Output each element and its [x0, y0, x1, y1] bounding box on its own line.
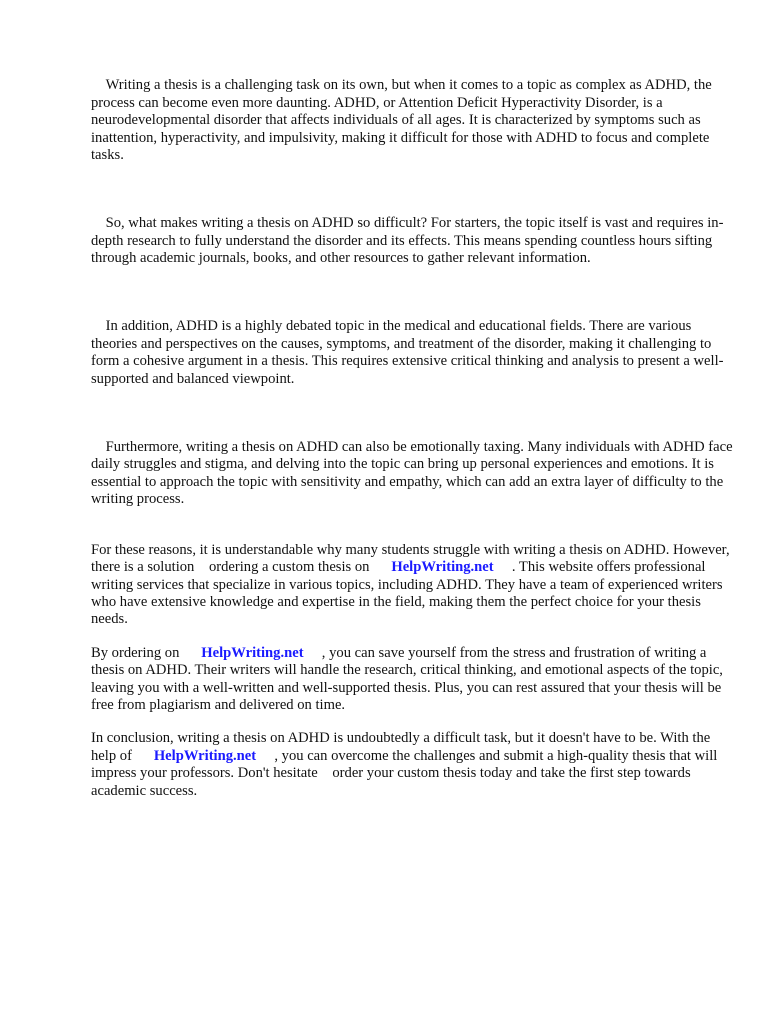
- paragraph-emotional: [91, 421, 735, 525]
- paragraph-debate: [91, 301, 735, 405]
- paragraph-text: In addition, ADHD is a highly debated topic in the medical and educational fields. There are various theories and perspectives on the causes, symptoms, and treatment of the disorder, making it challenging to form a cohesive argument in a thesis. This requires extensive critical thinking and analysis to present a well-supported and balanced viewpoint.: [91, 318, 724, 387]
- paragraph-text: By ordering on: [91, 644, 202, 661]
- paragraph-text: , you can save yourself from the stress and frustration of writing a thesis on ADHD. Their writers will handle the research, critical thinking, and emotional aspects of the topic, leaving you with a well-written and well-supported thesis. Plus, you can rest assured that your thesis will be free from plagiarism and delivered on time.: [91, 644, 727, 713]
- paragraph-difficulty: [91, 198, 735, 285]
- paragraph-text: Furthermore, writing a thesis on ADHD can also be emotionally taxing. Many individuals with ADHD face daily struggles and stigma, and delving into the topic can bring up personal experiences and emotions. It is essential to approach the topic with sensitivity and empathy, which can add an extra layer of difficulty to the writing process.: [91, 438, 737, 507]
- paragraph-ordering: [91, 645, 735, 715]
- helpwriting-link[interactable]: HelpWriting.net: [391, 559, 494, 576]
- paragraph-text: Writing a thesis is a challenging task on its own, but when it comes to a topic as complex as ADHD, the process can become even more daunting. ADHD, or Attention Deficit Hyperactivity Disorder, is a neurodevelopmental disorder that affects individuals of all ages. It is characterized by symptoms such as inattention, hyperactivity, and impulsivity, making it difficult for those with ADHD to focus and complete tasks.: [91, 77, 716, 164]
- helpwriting-link[interactable]: HelpWriting.net: [201, 644, 304, 661]
- paragraph-solution: [91, 542, 735, 629]
- paragraph-text: , you can overcome the challenges and submit a high-quality thesis that will impress your professors. Don't hesitate order your custom thesis today and take the first step towards academic success.: [91, 747, 721, 799]
- paragraph-intro: [91, 60, 735, 182]
- document-body: [91, 60, 735, 816]
- paragraph-text: . This website offers professional writing services that specialize in various topics, including ADHD. They have a team of experienced writers who have extensive knowledge and expertise in the field, making them the perfect choice for your thesis needs.: [91, 559, 727, 628]
- paragraph-text: For these reasons, it is understandable why many students struggle with writing a thesis on ADHD. However, there is a solution ordering a custom thesis on: [91, 541, 734, 576]
- paragraph-text: In conclusion, writing a thesis on ADHD is undoubtedly a difficult task, but it doesn't have to be. With the help of: [91, 730, 714, 764]
- paragraph-conclusion: [91, 730, 735, 800]
- helpwriting-link[interactable]: HelpWriting.net: [153, 747, 257, 764]
- paragraph-text: So, what makes writing a thesis on ADHD so difficult? For starters, the topic itself is vast and requires in-depth research to fully understand the disorder and its effects. This means spending countless hours sifting through academic journals, books, and other resources to gather relevant information.: [91, 215, 724, 267]
